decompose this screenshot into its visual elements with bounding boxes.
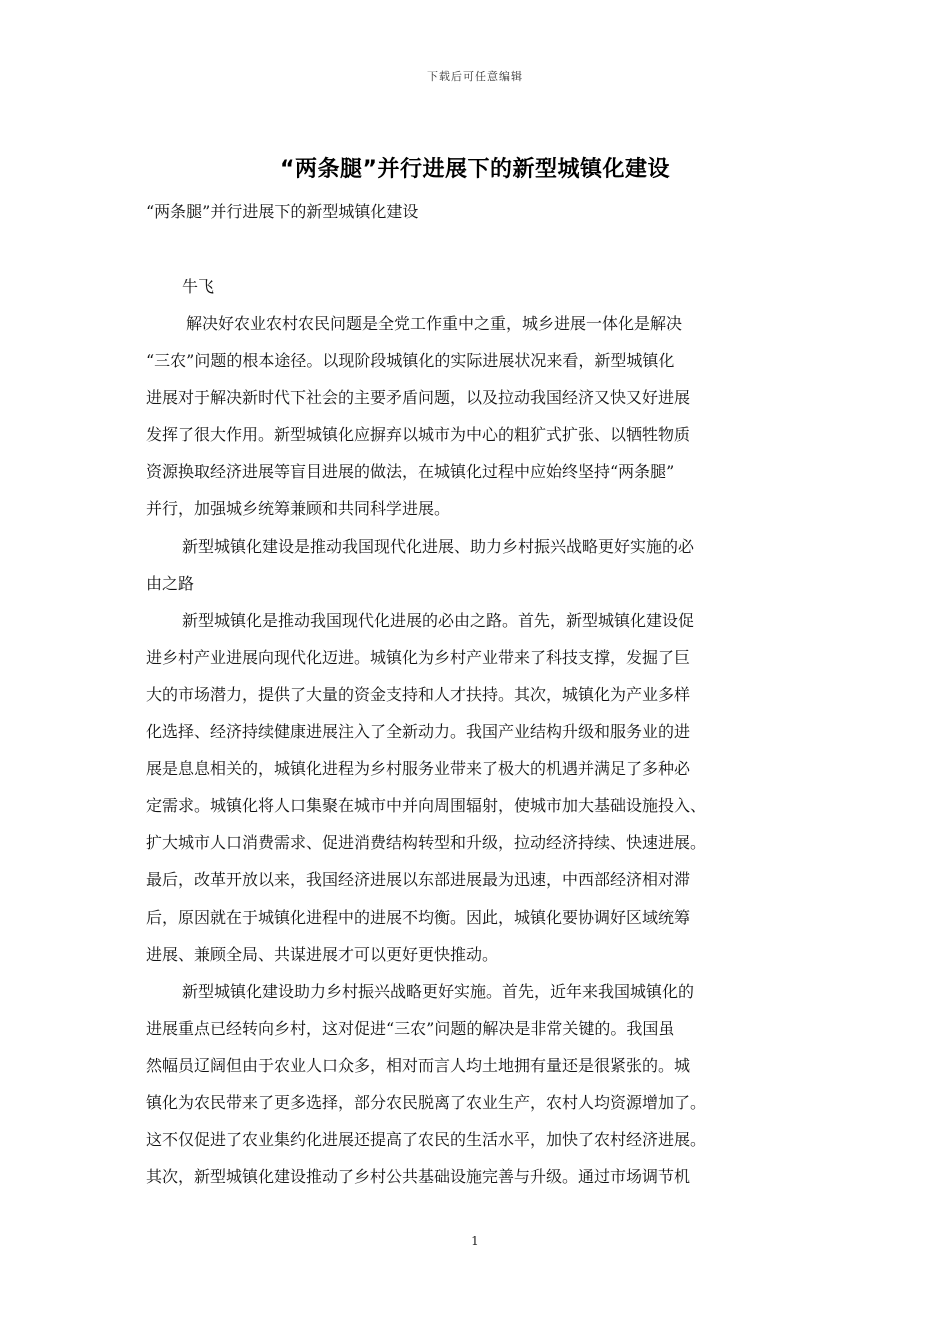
text-line: 然幅员辽阔但由于农业人口众多，相对而言人均土地拥有量还是很紧张的。城 bbox=[146, 1055, 691, 1075]
text-line: 定需求。城镇化将人口集聚在城市中并向周围辐射，使城市加大基础设施投入、 bbox=[146, 796, 707, 816]
text-line: “三农”问题的根本途径。以现阶段城镇化的实际进展状况来看，新型城镇化 bbox=[146, 351, 675, 371]
text-line: 最后，改革开放以来，我国经济进展以东部进展最为迅速，中西部经济相对滞 bbox=[146, 870, 691, 890]
text-line: 扩大城市人口消费需求、促进消费结构转型和升级，拉动经济持续、快速进展。 bbox=[146, 833, 707, 853]
text-line: 新型城镇化是推动我国现代化进展的必由之路。首先，新型城镇化建设促 bbox=[182, 610, 695, 630]
text-line: 解决好农业农村农民问题是全党工作重中之重，城乡进展一体化是解决 bbox=[186, 314, 683, 333]
text-line: 进展重点已经转向乡村，这对促进“三农”问题的解决是非常关键的。我国虽 bbox=[146, 1018, 675, 1038]
document-title: “两条腿”并行进展下的新型城镇化建设 bbox=[280, 157, 670, 182]
text-line: 后，原因就在于城镇化进程中的进展不均衡。因此，城镇化要协调好区域统筹 bbox=[146, 907, 691, 927]
text-line: 大的市场潜力，提供了大量的资金支持和人才扶持。其次，城镇化为产业多样 bbox=[146, 684, 691, 704]
header-note: 下载后可任意编辑 bbox=[427, 70, 523, 83]
section-heading bbox=[146, 528, 818, 602]
text-line: 进展、兼顾全局、共谋进展才可以更好更快推动。 bbox=[146, 944, 499, 964]
text-line: 由之路 bbox=[146, 573, 195, 593]
paragraph-rural-revitalization bbox=[146, 973, 818, 1196]
text-line: 镇化为农民带来了更多选择，部分农民脱离了农业生产，农村人均资源增加了。 bbox=[146, 1092, 707, 1112]
author-name: 牛飞 bbox=[182, 277, 215, 296]
text-line: 新型城镇化建设是推动我国现代化进展、助力乡村振兴战略更好实施的必 bbox=[182, 536, 695, 556]
text-line: 化选择、经济持续健康进展注入了全新动力。我国产业结构升级和服务业的进 bbox=[146, 722, 691, 742]
text-line: 进展对于解决新时代下社会的主要矛盾问题，以及拉动我国经济又快又好进展 bbox=[146, 388, 691, 408]
paragraph-intro bbox=[146, 305, 818, 528]
text-line: 展是息息相关的，城镇化进程为乡村服务业带来了极大的机遇并满足了多种必 bbox=[146, 759, 691, 779]
text-line: 新型城镇化建设助力乡村振兴战略更好实施。首先，近年来我国城镇化的 bbox=[182, 981, 695, 1001]
body-text bbox=[146, 305, 818, 1195]
text-line: 并行，加强城乡统筹兼顾和共同科学进展。 bbox=[146, 499, 451, 519]
paragraph-modernization bbox=[146, 602, 818, 973]
text-line: 进乡村产业进展向现代化迈进。城镇化为乡村产业带来了科技支撑，发掘了巨 bbox=[146, 647, 691, 667]
text-line: 这不仅促进了农业集约化进展还提高了农民的生活水平，加快了农村经济进展。 bbox=[146, 1130, 707, 1150]
document-subtitle: “两条腿”并行进展下的新型城镇化建设 bbox=[146, 202, 419, 221]
page-number: 1 bbox=[471, 1234, 479, 1248]
text-line: 资源换取经济进展等盲目进展的做法，在城镇化过程中应始终坚持“两条腿” bbox=[146, 462, 675, 482]
text-line: 发挥了很大作用。新型城镇化应摒弃以城市为中心的粗犷式扩张、以牺牲物质 bbox=[146, 425, 691, 445]
text-line: 其次，新型城镇化建设推动了乡村公共基础设施完善与升级。通过市场调节机 bbox=[146, 1167, 691, 1187]
